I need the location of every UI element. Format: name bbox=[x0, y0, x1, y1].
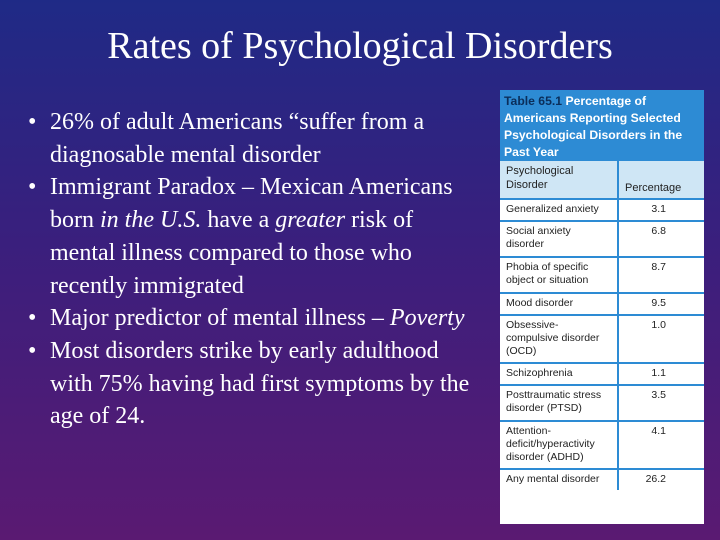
table-body bbox=[500, 198, 704, 490]
bullet-item bbox=[24, 335, 474, 433]
disorder-name-cell: Social anxiety disorder bbox=[506, 225, 571, 250]
disorder-name-cell: Attention-deficit/hyperactivity disorder (ADHD) bbox=[506, 425, 595, 463]
percentage-cell: 4.1 bbox=[617, 422, 704, 468]
percentage-cell: 8.7 bbox=[617, 258, 704, 292]
table-row bbox=[500, 292, 704, 314]
bullet-text: 26% of adult Americans “suffer from a diagnosable mental disorder bbox=[50, 109, 425, 168]
disorder-name-cell: Obsessive-compulsive disorder (OCD) bbox=[506, 319, 600, 357]
table-number: Table 65.1 bbox=[504, 94, 563, 108]
bullet-text-part: have a bbox=[201, 207, 276, 234]
bullet-text: Most disorders strike by early adulthood with 75% having had first symptoms by the age of 24. bbox=[50, 337, 470, 430]
table-caption-text: Percentage of Americans Reporting Selected Psychological Disorders in the Past Year bbox=[504, 94, 683, 159]
percentage-cell: 3.1 bbox=[617, 200, 704, 220]
table-row bbox=[500, 220, 704, 256]
bullet-dot: • bbox=[28, 109, 37, 135]
table-row bbox=[500, 468, 704, 490]
table-caption bbox=[500, 90, 704, 158]
percentage-cell: 1.1 bbox=[617, 364, 704, 384]
table-row bbox=[500, 198, 704, 220]
bullet-list bbox=[24, 106, 474, 433]
percentage-cell: 3.5 bbox=[617, 386, 704, 420]
disorder-name-cell: Generalized anxiety bbox=[506, 203, 599, 215]
bullet-item bbox=[24, 171, 474, 302]
percentage-cell: 6.8 bbox=[617, 222, 704, 256]
bullet-dot: • bbox=[28, 174, 37, 201]
table-row bbox=[500, 362, 704, 384]
disorder-name-cell: Any mental disorder bbox=[506, 473, 600, 485]
bullet-emphasis: in the U.S. bbox=[100, 207, 202, 234]
disorder-name-cell: Schizophrenia bbox=[506, 367, 573, 379]
disorder-name-cell: Phobia of specific object or situation bbox=[506, 261, 589, 286]
table-row bbox=[500, 314, 704, 362]
bullet-dot: • bbox=[28, 305, 37, 332]
column-header-percentage: Percentage bbox=[617, 161, 704, 198]
bullet-emphasis: Poverty bbox=[389, 305, 465, 332]
bullet-item bbox=[24, 106, 474, 171]
bullet-dot: • bbox=[28, 337, 37, 364]
bullet-item bbox=[24, 302, 474, 335]
slide-title: Rates of Psychological Disorders bbox=[107, 25, 613, 67]
bullet-text-part: Immigrant Paradox – Mexican Americans born bbox=[50, 174, 453, 234]
disorder-name-cell: Posttraumatic stress disorder (PTSD) bbox=[506, 389, 602, 414]
percentage-cell: 9.5 bbox=[617, 294, 704, 314]
percentage-cell: 26.2 bbox=[617, 470, 704, 490]
bullet-emphasis: greater bbox=[275, 207, 346, 234]
bullet-text-part: Major predictor of mental illness – bbox=[50, 305, 390, 332]
column-header-disorder: Psychological Disorder bbox=[506, 165, 574, 191]
percentage-cell: 1.0 bbox=[617, 316, 704, 362]
bullet-text-part: risk of mental illness compared to those who recently immigrated bbox=[50, 207, 414, 299]
table-header-row bbox=[500, 158, 704, 198]
table-row bbox=[500, 420, 704, 468]
disorder-table bbox=[500, 90, 704, 524]
table-row bbox=[500, 384, 704, 420]
table-row bbox=[500, 256, 704, 292]
disorder-name-cell: Mood disorder bbox=[506, 297, 574, 309]
